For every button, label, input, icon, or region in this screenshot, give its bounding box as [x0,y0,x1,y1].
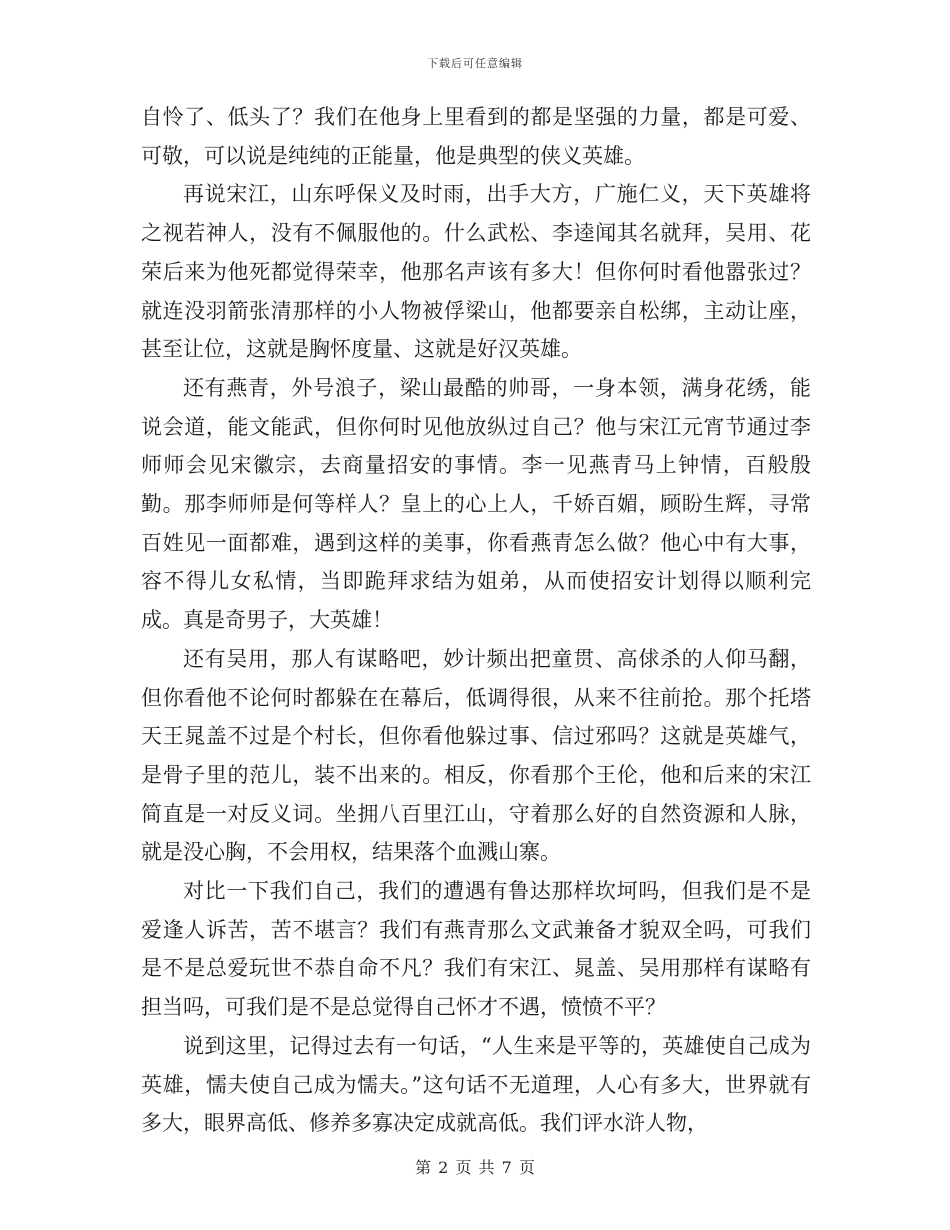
page-header: 下载后可任意编辑 [427,57,523,70]
paragraph-5: 对比一下我们自己，我们的遭遇有鲁达那样坎坷吗，但我们是不是爱逢人诉苦，苦不堪言？我们有燕青那么文武兼备才貌双全吗，可我们是不是总爱玩世不恭自命不凡？我们有宋江、晁盖、吴用那样有谋略有担当吗，可我们是不是总觉得自己怀才不遇，愤愤不平？ [141,879,811,1020]
paragraph-1: 自怜了、低头了？我们在他身上里看到的都是坚强的力量，都是可爱、可敬，可以说是纯纯的正能量，他是典型的侠义英雄。 [141,105,811,168]
paragraph-3: 还有燕青，外号浪子，梁山最酷的帅哥，一身本领，满身花绣，能说会道，能文能武，但你何时见他放纵过自己？他与宋江元宵节通过李师师会见宋徽宗，去商量招安的事情。李一见燕青马上钟情，百般殷勤。那李师师是何等样人？皇上的心上人，千娇百媚，顾盼生辉，寻常百姓见一面都难，遇到这样的美事，你看燕青怎么做？他心中有大事，容不得儿女私情，当即跪拜求结为姐弟，从而使招安计划得以顺利完成。真是奇男子，大英雄！ [141,375,811,633]
paragraph-2: 再说宋江，山东呼保义及时雨，出手大方，广施仁义，天下英雄将之视若神人，没有不佩服他的。什么武松、李逵闻其名就拜，吴用、花荣后来为他死都觉得荣幸，他那名声该有多大！但你何时看他嚣张过？就连没羽箭张清那样的小人物被俘梁山，他都要亲自松绑，主动让座，甚至让位，这就是胸怀度量、这就是好汉英雄。 [141,182,811,362]
page-number-footer: 第 2 页 共 7 页 [415,1158,535,1177]
document-body [141,98,811,1143]
paragraph-6: 说到这里，记得过去有一句话，“人生来是平等的，英雄使自己成为英雄，懦夫使自己成为懦夫。”这句话不无道理，人心有多大，世界就有多大，眼界高低、修养多寡决定成就高低。我们评水浒人物， [141,1033,811,1136]
paragraph-4: 还有吴用，那人有谋略吧，妙计频出把童贯、高俅杀的人仰马翻，但你看他不论何时都躲在在幕后，低调得很，从来不往前抢。那个托塔天王晁盖不过是个村长，但你看他躲过事、信过邪吗？这就是英雄气，是骨子里的范儿，装不出来的。相反，你看那个王伦，他和后来的宋江简直是一对反义词。坐拥八百里江山，守着那么好的自然资源和人脉，就是没心胸，不会用权，结果落个血溅山寨。 [141,646,811,865]
